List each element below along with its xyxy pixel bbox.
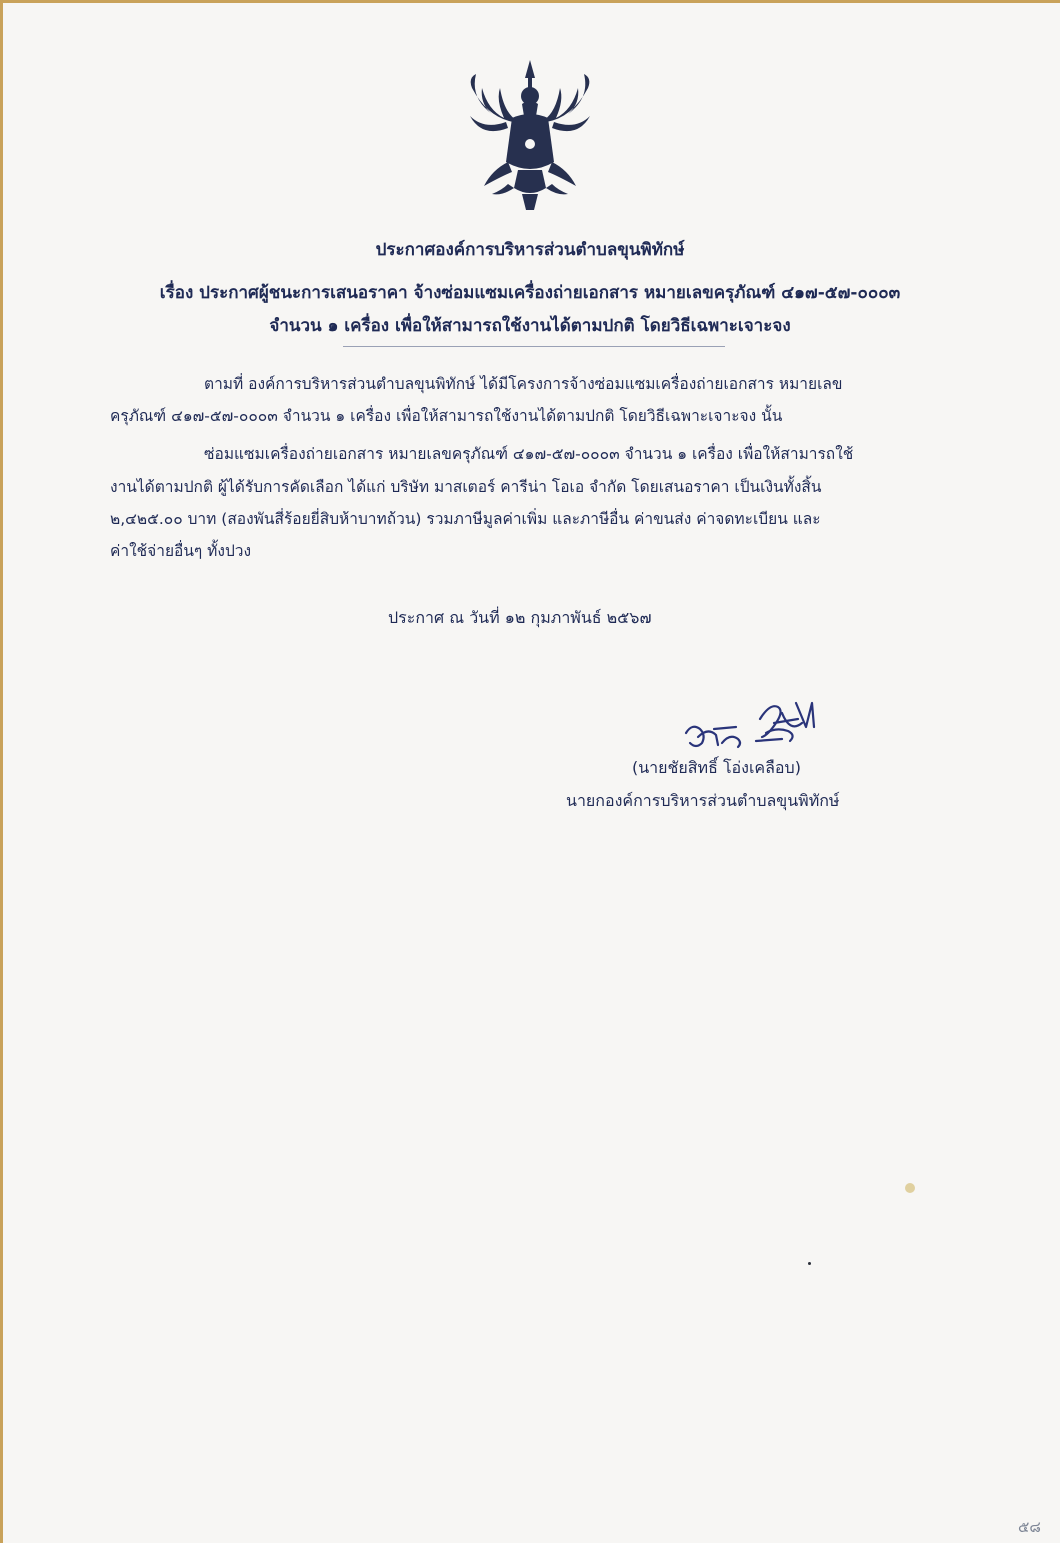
page-edge-top bbox=[0, 0, 1060, 3]
page-edge-left bbox=[0, 0, 3, 1543]
paragraph-2-line-1: ซ่อมแซมเครื่องถ่ายเอกสาร หมายเลขครุภัณฑ์ ๔๑๗-๕๗-๐๐๐๓ จำนวน ๑ เครื่อง เพื่อให้สามารถใช้ bbox=[204, 445, 854, 463]
paragraph-1-line-1: ตามที่ องค์การบริหารส่วนตำบลขุนพิทักษ์ ได้มีโครงการจ้างซ่อมแซมเครื่องถ่ายเอกสาร หมายเลข bbox=[204, 375, 843, 393]
heading-divider bbox=[343, 346, 725, 347]
garuda-emblem-icon bbox=[462, 58, 598, 214]
paper-stain bbox=[905, 1183, 915, 1193]
paragraph-2-line-3: ๒,๔๒๕.๐๐ บาท (สองพันสี่ร้อยยี่สิบห้าบาทถ้วน) รวมภาษีมูลค่าเพิ่ม และภาษีอื่น ค่าขนส่ง ค่าจดทะเบียน และ bbox=[110, 510, 821, 528]
announcement-subject-continued: จำนวน ๑ เครื่อง เพื่อให้สามารถใช้งานได้ตามปกติ โดยวิธีเฉพาะเจาะจง bbox=[269, 316, 791, 336]
handwritten-signature-icon bbox=[678, 693, 838, 755]
paragraph-2-line-2: งานได้ตามปกติ ผู้ได้รับการคัดเลือก ได้แก่ บริษัท มาสเตอร์ คารีน่า โอเอ จำกัด โดยเสนอราคา เป็นเงินทั้งสิ้น bbox=[110, 478, 822, 496]
signer-title: นายกองค์การบริหารส่วนตำบลขุนพิทักษ์ bbox=[566, 791, 840, 810]
announcement-subject: เรื่อง ประกาศผู้ชนะการเสนอราคา จ้างซ่อมแซมเครื่องถ่ายเอกสาร หมายเลขครุภัณฑ์ ๔๑๗-๕๗-๐๐๐๓ bbox=[159, 283, 901, 303]
announcement-heading: ประกาศองค์การบริหารส่วนตำบลขุนพิทักษ์ bbox=[375, 240, 685, 260]
signer-name: (นายชัยสิทธิ์ โอ่งเคลือบ) bbox=[632, 758, 801, 777]
paragraph-2-line-4: ค่าใช้จ่ายอื่นๆ ทั้งปวง bbox=[110, 542, 252, 560]
paragraph-1-line-2: ครุภัณฑ์ ๔๑๗-๕๗-๐๐๐๓ จำนวน ๑ เครื่อง เพื่อให้สามารถใช้งานได้ตามปกติ โดยวิธีเฉพาะเจาะจง นั้น bbox=[110, 407, 783, 425]
page-number: ๕๘ bbox=[1018, 1518, 1041, 1536]
paper-speck bbox=[808, 1262, 811, 1265]
announcement-date: ประกาศ ณ วันที่ ๑๒ กุมภาพันธ์ ๒๕๖๗ bbox=[388, 608, 652, 627]
